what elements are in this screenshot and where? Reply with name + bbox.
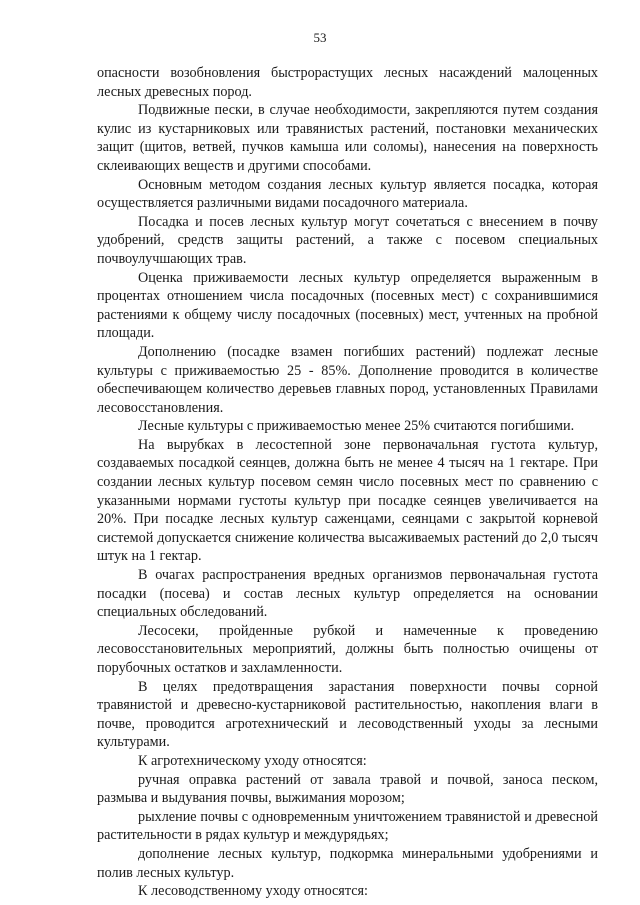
paragraph: Лесосеки, пройденные рубкой и намеченные к проведению лесовосстановительных мероприятий, должны быть полностью очищены от порубочных остатков и захламленности. (97, 622, 598, 676)
document-body (97, 64, 598, 901)
paragraph: В целях предотвращения зарастания поверхности почвы сорной травянистой и древесно-кустарниковой растительностью, накопления влаги в почве, проводится агротехнический и лесоводственный уходы за лесными культурами. (97, 678, 598, 751)
paragraph: Дополнению (посадке взамен погибших растений) подлежат лесные культуры с приживаемостью 25 - 85%. Дополнение проводится в количестве обеспечивающем количество деревьев главных пород, установленных Правилами лесовосстановления. (97, 343, 598, 416)
paragraph: опасности возобновления быстрорастущих лесных насаждений малоценных лесных древесных пород. (97, 65, 598, 100)
page-number: 53 (313, 30, 327, 45)
paragraph: К лесоводственному уходу относятся: (138, 883, 368, 900)
paragraph: В очагах распространения вредных организмов первоначальная густота посадки (посева) и состав лесных культур определяется на основании специальных обследований. (97, 567, 598, 621)
paragraph: Основным методом создания лесных культур является посадка, которая осуществляется различными видами посадочного материала. (97, 176, 598, 212)
paragraph: К агротехническому уходу относятся: (138, 752, 367, 769)
paragraph: Подвижные пески, в случае необходимости, закрепляются путем создания кулис из кустарниковых или травянистых растений, постановки механических защит (щитов, ветвей, пучков камыша или соломы), нанесения на поверхность склеивающих веществ и другими способами. (97, 102, 598, 174)
paragraph: Лесные культуры с приживаемостью менее 25% считаются погибшими. (138, 418, 575, 435)
paragraph: Оценка приживаемости лесных культур определяется выраженным в процентах отношением числа посадочных (посевных мест) с сохранившимися растениями к общему числу посадочных (посевных) мест, учтенных на пробной площади. (97, 269, 598, 342)
paragraph: Посадка и посев лесных культур могут сочетаться с внесением в почву удобрений, средств защиты растений, а также с посевом специальных почвоулучшающих трав. (97, 213, 598, 267)
paragraph: рыхление почвы с одновременным уничтожением травянистой и древесной растительности в рядах культур и междурядьях; (97, 808, 598, 844)
paragraph: дополнение лесных культур, подкормка минеральными удобрениями и полив лесных культур. (97, 845, 598, 881)
paragraph: На вырубках в лесостепной зоне первоначальная густота культур, создаваемых посадкой сеянцев, должна быть не менее 4 тысяч на 1 гектаре. При создании лесных культур посевом семян число посевных мест по сравнению с указанными нормами густоты культур при посадке сеянцев увеличивается на 20%. При посадке лесных культур саженцами, сеянцами с закрытой корневой системой допускается снижение количества высаживаемых растений до 2,0 тысяч штук на 1 гектар. (97, 436, 598, 565)
paragraph: ручная оправка растений от завала травой и почвой, заноса песком, размыва и выдувания почвы, выжимания морозом; (97, 771, 598, 807)
